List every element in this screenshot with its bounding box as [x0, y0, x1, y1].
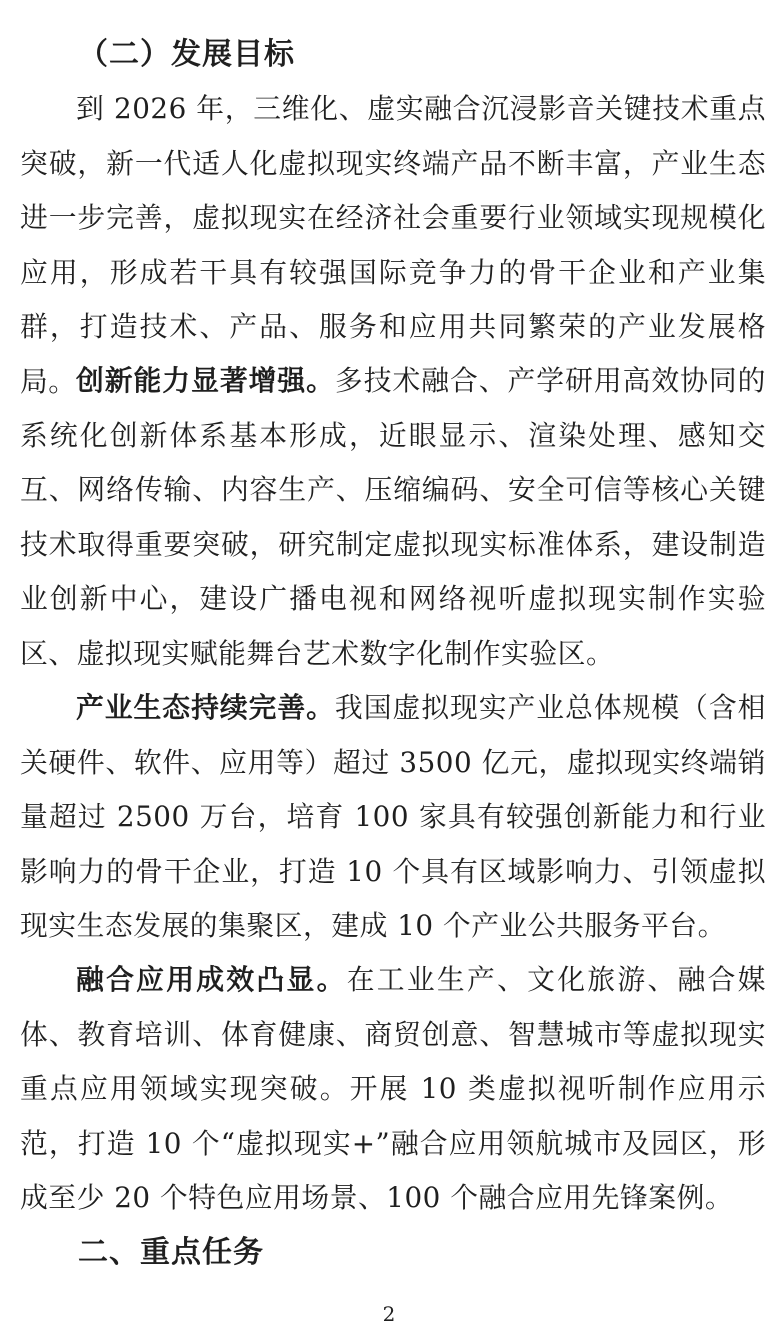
paragraph-text: 我国虚拟现实产业总体规模（含相关硬件、软件、应用等）超过 3500 亿元，虚拟现实终端销量超过 2500 万台，培育 100 家具有较强创新能力和行业影响力的骨干企业，打造 10 个具有区域影响力、引领虚拟现实生态发展的集聚区，建成 10 个产业公共服务平台。 — [20, 691, 766, 942]
paragraph-innovation — [20, 354, 766, 681]
next-section-heading: 二、重点任务 — [78, 1235, 264, 1270]
page-number: 2 — [382, 1302, 396, 1326]
paragraph-text: 到 2026 年，三维化、虚实融合沉浸影音关键技术重点突破，新一代适人化虚拟现实终端产品不断丰富，产业生态进一步完善，虚拟现实在经济社会重要行业领域实现规模化应用，形成若干具有较强国际竞争力的骨干企业和产业集群，打造技术、产品、服务和应用共同繁荣的产业发展格局。 — [20, 92, 766, 398]
paragraph-text: 在工业生产、文化旅游、融合媒体、教育培训、体育健康、商贸创意、智慧城市等虚拟现实重点应用领域实现突破。开展 10 类虚拟视听制作应用示范，打造 10 个“虚拟现实+”融合应用领航城市及园区，形成至少 20 个特色应用场景、100 个融合应用先锋案例。 — [20, 963, 766, 1214]
paragraph-lead: 创新能力显著增强。 — [76, 364, 335, 397]
paragraph-ecosystem — [20, 681, 766, 954]
paragraph-lead: 产业生态持续完善。 — [76, 691, 335, 724]
section-heading: （二）发展目标 — [78, 37, 295, 72]
paragraph-text: 多技术融合、产学研用高效协同的系统化创新体系基本形成，近眼显示、渲染处理、感知交互、网络传输、内容生产、压缩编码、安全可信等核心关键技术取得重要突破，研究制定虚拟现实标准体系，建设制造业创新中心，建设广播电视和网络视听虚拟现实制作实验区、虚拟现实赋能舞台艺术数字化制作实验区。 — [20, 364, 766, 670]
paragraph-applications — [20, 953, 766, 1226]
paragraph-lead: 融合应用成效凸显。 — [76, 963, 347, 996]
